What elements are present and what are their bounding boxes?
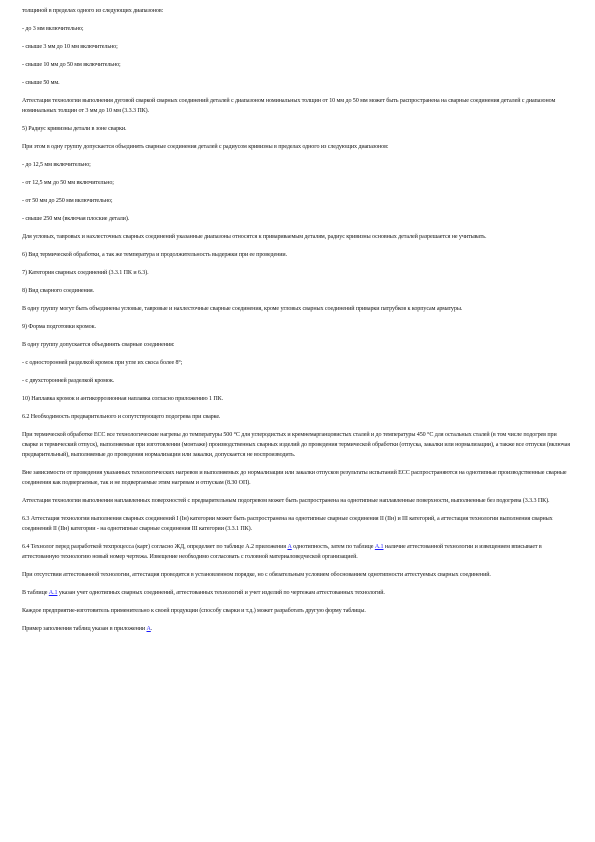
list-item-single-bevel: - с односторонней разделкой кромок при угле их скоса более 8°; xyxy=(22,360,183,366)
appendix-a-link[interactable]: А xyxy=(287,544,292,550)
paragraph-table-a1-text-2: указан учет однотипных сварных соединений, аттестованных технологий и учет изделий по чертежам аттестованных технологий. xyxy=(57,590,385,596)
paragraph-edge-groups: В одну группу допускается объединять сварные соединения: xyxy=(22,342,175,348)
list-item-10-50mm: - свыше 10 мм до 50 мм включительно; xyxy=(22,62,121,68)
list-item-radius-12-5: - до 12,5 мм включительно; xyxy=(22,162,91,168)
paragraph-joint-groups: В одну группу могут быть объединены угловые, тавровые и нахлесточные сварные соединения, кроме угловых сварных соединений приварки патрубков к корпусам арматуры. xyxy=(22,306,463,312)
paragraph-example-text: Пример заполнения таблиц указан в приложении xyxy=(22,626,147,632)
paragraph-technologist xyxy=(22,542,573,562)
list-item-radius-50-250: - от 50 мм до 250 мм включительно; xyxy=(22,198,113,204)
paragraph-test-results: Вне зависимости от проведения указанных технологических нагревов и выполняемых до нормализации или закалки отпусков результаты испытаний ЕСС распространяются на однотипные производственные сварные соединения как подвергаемые, так и не подвергаемые этим нагревам и отпускам (8.30 ОП). xyxy=(22,470,567,486)
paragraph-intro: толщиной в пределах одного из следующих диапазонов: xyxy=(22,8,164,14)
paragraph-heat-treatment-ess: При термической обработке ЕСС все технологические нагревы до температуры 500 °С для углеродистых и кремнемарганцовистых сталей и до температуры 450 °С для остальных сталей (в том числе подогрев при сварке и термический отпуск), выполняемые при изготовлении (монтаже) производственных сварных изделий до проведения термической обработки (отпуска, закалки или нормализации), а также все отпуски (включая предварительный), выполняемые до проведения нормализации или закалки, допускается не воспроизводить. xyxy=(22,432,570,458)
list-item-radius-over-250: - свыше 250 мм (включая плоские детали). xyxy=(22,216,130,222)
paragraph-category-attestation: 6.3 Аттестация технологии выполнения сварных соединений I (Iн) категории может быть распространена на однотипные сварные соединения II (IIн) и III категорий, а аттестация технологии выполнения сварных соединений II (IIн) категории - на однотипные сварные соединения III категории (3.3.1 ПК). xyxy=(22,516,553,532)
list-item-over-50mm: - свыше 50 мм. xyxy=(22,80,60,86)
heading-edge-preparation: 9) Форма подготовки кромок. xyxy=(22,324,96,330)
paragraph-example-text-2: . xyxy=(150,626,153,632)
table-a1-link[interactable]: А.1 xyxy=(374,544,384,550)
heading-category: 7) Категория сварных соединений (3.3.1 ПК и 6.3). xyxy=(22,270,149,276)
heading-joint-type: 8) Вид сварного соединения. xyxy=(22,288,94,294)
paragraph-example xyxy=(22,624,573,634)
paragraph-angular-joints: Для угловых, тавровых и нахлесточных сварных соединений указанные диапазоны относятся к привариваемым деталям, радиус кривизны основных деталей разрешается не учитывать. xyxy=(22,234,487,240)
list-item-up-to-3mm: - до 3 мм включительно; xyxy=(22,26,84,32)
list-item-3-10mm: - свыше 3 мм до 10 мм включительно; xyxy=(22,44,118,50)
paragraph-technologist-text-3: наличие аттестованной технологии и извещением вписывает в аттестованную технологию новый номер чертежа. Извещение необходимо согласовать с головной материаловедческой организацией. xyxy=(22,544,542,560)
paragraph-technologist-text: 6.4 Технолог перед разработкой техпроцесса (карт) согласно ЖД, определяет по таблице А.2 приложения xyxy=(22,544,288,550)
list-item-radius-12-5-50: - от 12,5 мм до 50 мм включительно; xyxy=(22,180,114,186)
paragraph-attestation-thickness: Аттестация технологии выполнения дуговой сваркой сварных соединений деталей с диапазоном номинальных толщин от 10 мм до 50 мм может быть распространена на сварные соединения деталей с диапазоном номинальных толщин от 3 мм до 10 мм (3.3.3 ПК). xyxy=(22,98,556,114)
paragraph-technologist-text-2: однотипность, затем по таблице xyxy=(291,544,375,550)
paragraph-radius-groups: При этом в одну группу допускается объединять сварные соединения деталей с радиусом кривизны в пределах одного из следующих диапазонов: xyxy=(22,144,389,150)
heading-heat-treatment: 6) Вид термической обработки, а так же температура и продолжительность выдержки при ее проведении. xyxy=(22,252,287,258)
list-item-double-bevel: - с двухсторонней разделкой кромок. xyxy=(22,378,115,384)
heading-preheat: 6.2 Необходимость предварительного и сопутствующего подогрева при сварке. xyxy=(22,414,221,420)
paragraph-table-a1-text: В таблице xyxy=(22,590,49,596)
paragraph-each-enterprise: Каждое предприятие-изготовитель применительно к своей продукции (способу сварки и т.д.) может разработать другую форму таблицы. xyxy=(22,608,366,614)
paragraph-table-a1 xyxy=(22,588,573,598)
paragraph-no-attestation: При отсутствии аттестованной технологии, аттестация проводится в установленном порядке, но с обязательным условием обоснованием однотипности аттестуемых сварных соединений. xyxy=(22,572,491,578)
heading-radius: 5) Радиус кривизны детали в зоне сварки. xyxy=(22,126,127,132)
heading-cladding: 10) Наплавка кромок и антикоррозионная наплавка согласно приложению 1 ПК. xyxy=(22,396,224,402)
paragraph-overlay-attestation: Аттестация технологии выполнения наплавленных поверхностей с предварительным подогревом может быть распространена на однотипные наплавленные поверхности, выполненные без подогрева (3.3.3 ПК). xyxy=(22,498,550,504)
table-a1-link-2[interactable]: А.1 xyxy=(48,590,58,596)
appendix-a-link-2[interactable]: А xyxy=(146,626,151,632)
